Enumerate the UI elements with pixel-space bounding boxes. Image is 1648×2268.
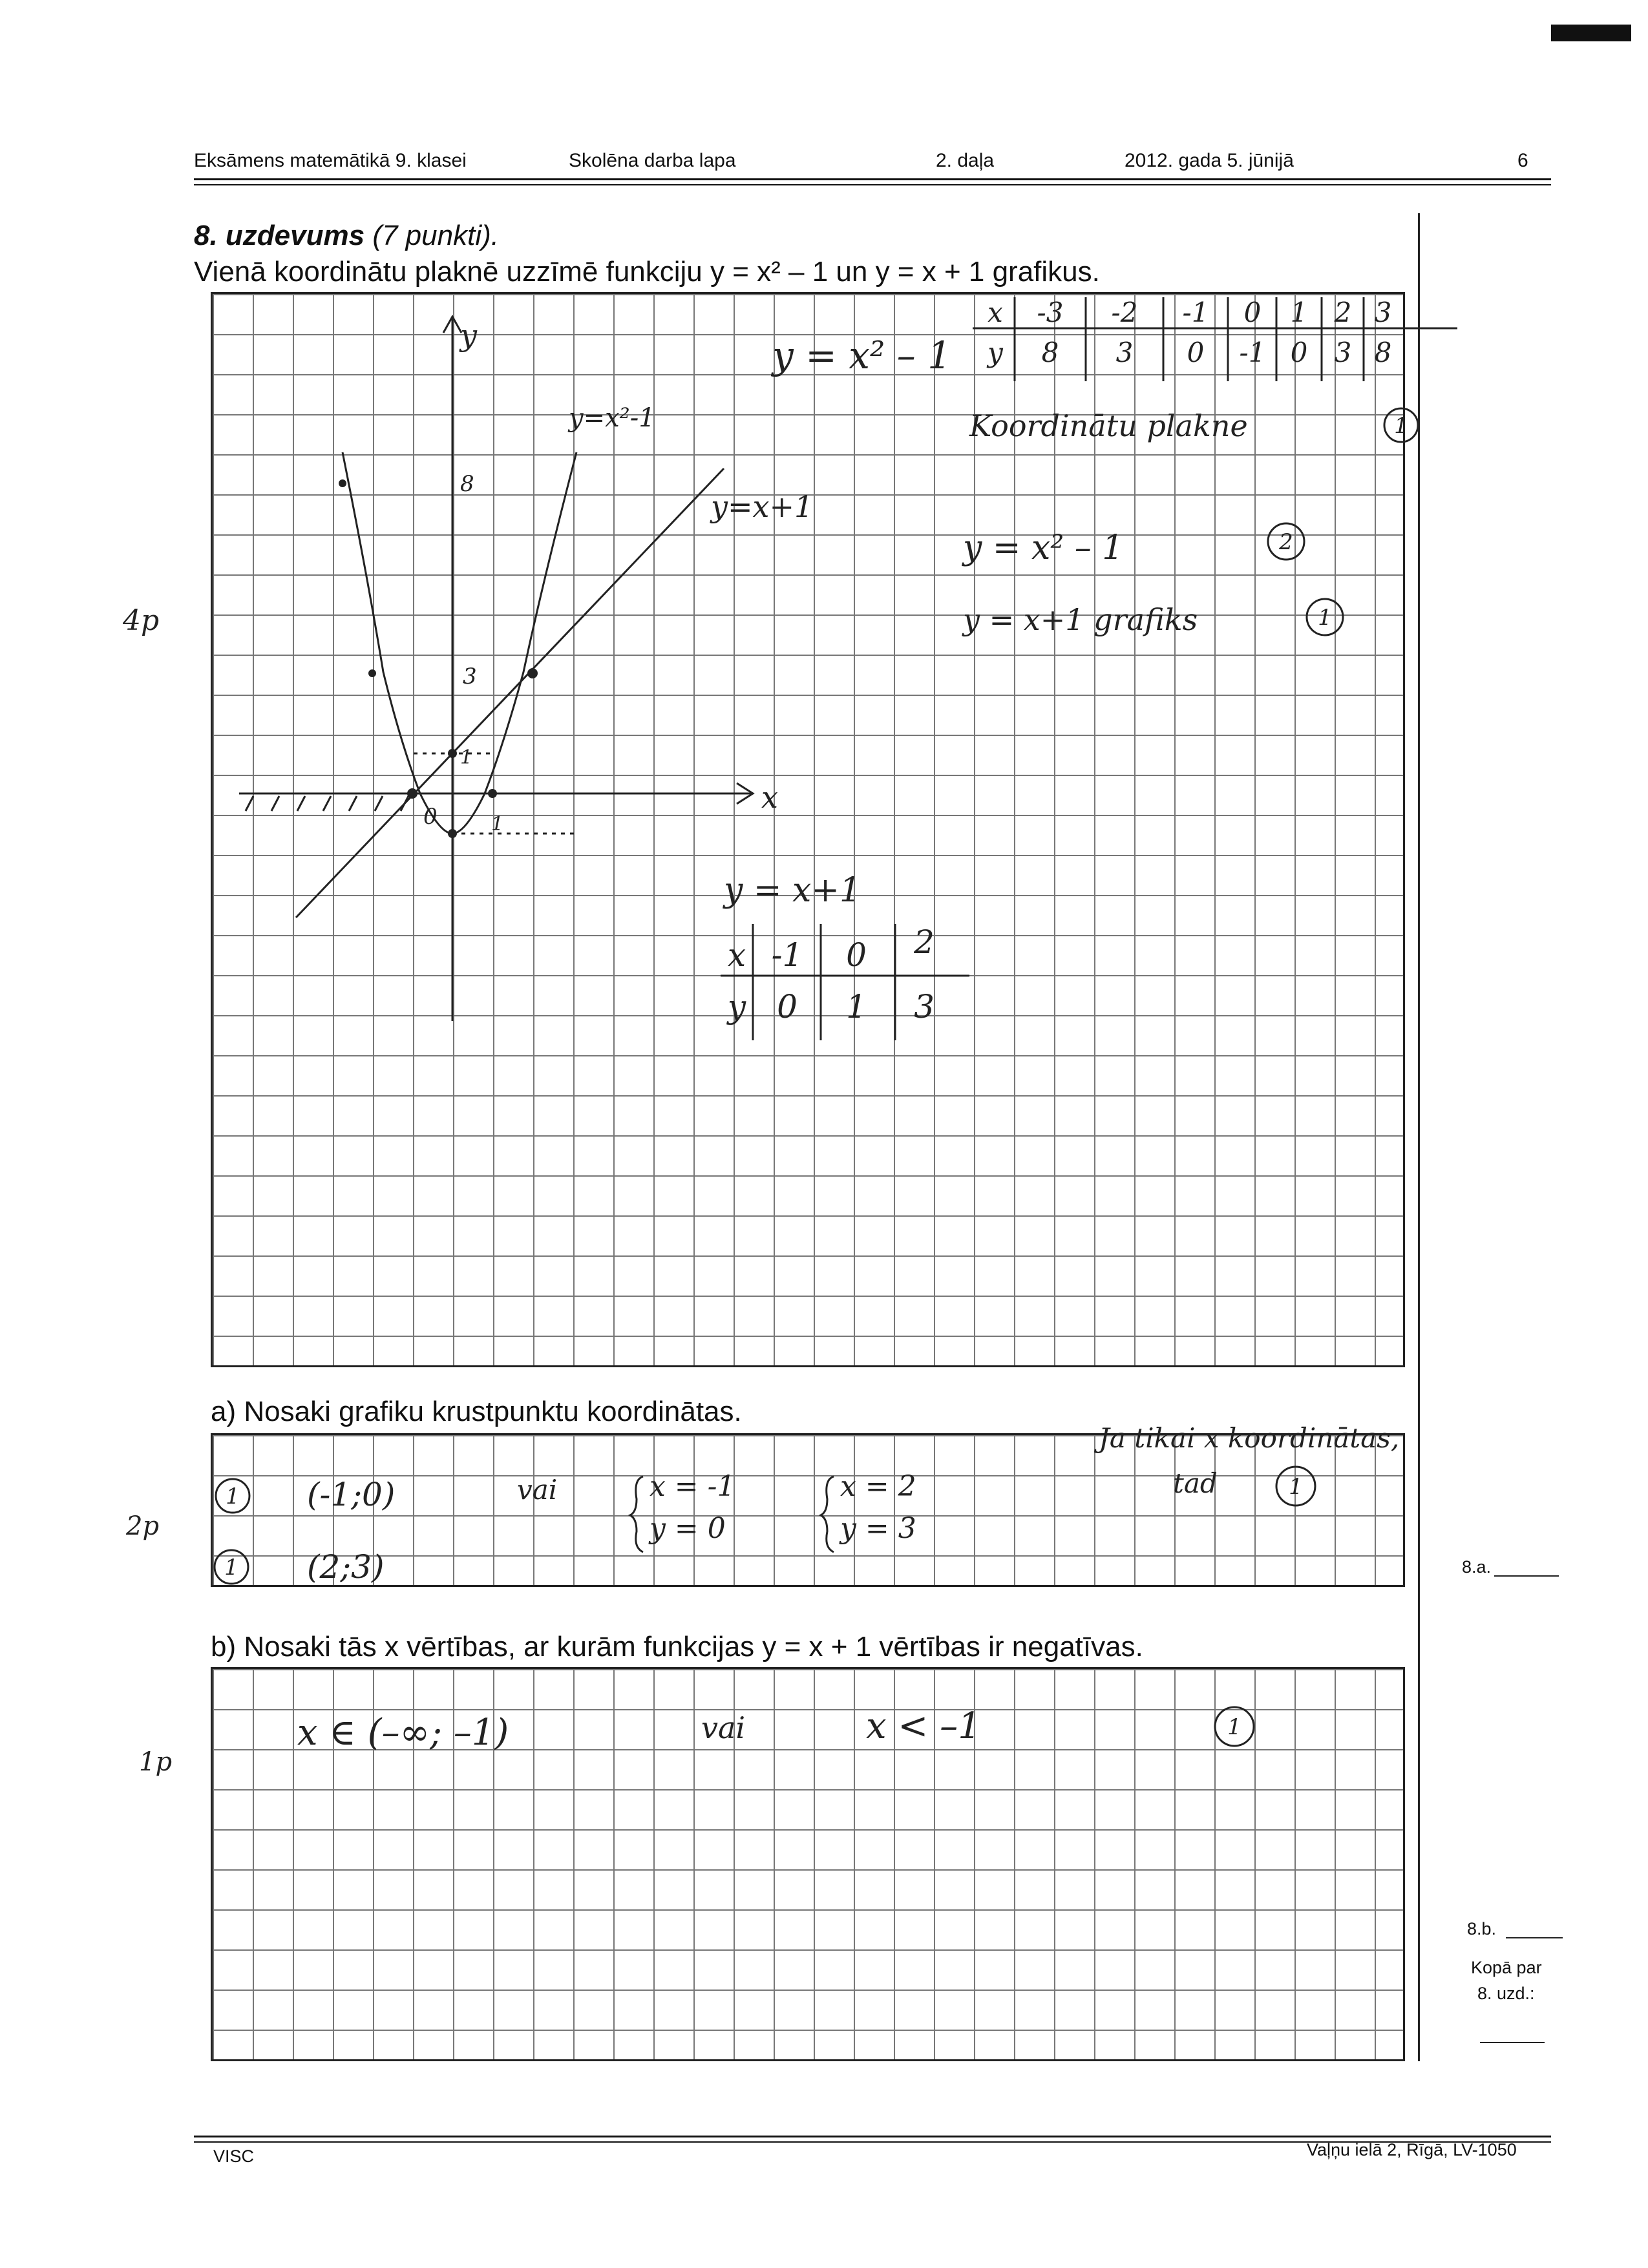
note-a1: Ja tikai x koordinātas, (1099, 1422, 1400, 1454)
axis-hatch (246, 796, 408, 811)
ans-a1: (-1;0) (307, 1476, 396, 1513)
t2-x1: -1 (771, 936, 803, 974)
point-m3-8 (339, 479, 346, 487)
part-b-question: b) Nosaki tās x vērtības, ar kurām funkcijas y = x + 1 vērtības ir negatīvas. (211, 1631, 1143, 1663)
sys2-a: x = 2 (840, 1470, 916, 1503)
t2-x2: 0 (846, 936, 867, 974)
point-0-m1 (448, 829, 457, 838)
part-a-overlay (0, 1409, 1648, 1602)
score-note: 1 (1289, 1474, 1303, 1500)
t1-x-head: x (988, 297, 1003, 328)
label-parabola: y=x²-1 (569, 403, 655, 433)
point-2-3 (527, 668, 538, 678)
t1-y1: 8 (1041, 337, 1059, 368)
footer-left: VISC (213, 2147, 255, 2166)
sys2-b: y = 3 (840, 1512, 916, 1545)
t1-y7: 8 (1374, 337, 1392, 368)
side-label-8b: 8.b. (1467, 1919, 1497, 1938)
answer-b: x ∈ (–∞; –1) (297, 1712, 509, 1754)
t1-x2: -2 (1111, 297, 1138, 328)
side-line-8a (1494, 1575, 1559, 1577)
vai-b: vai (701, 1710, 746, 1745)
line-graph (296, 468, 724, 918)
t1-x5: 1 (1290, 297, 1308, 328)
score-b: 1 (1227, 1714, 1241, 1740)
ans-a2: (2;3) (307, 1548, 385, 1586)
side-line-8b (1506, 1937, 1563, 1938)
margin-a: 2p (126, 1511, 160, 1541)
t2-y1: 0 (777, 988, 798, 1025)
score-a1: 1 (226, 1484, 240, 1509)
margin-b: 1p (139, 1747, 173, 1777)
score-1: 1 (1394, 413, 1408, 439)
header-part: 2. daļa (936, 150, 995, 171)
t2-x3: 2 (914, 923, 935, 961)
header-date: 2012. gada 5. jūnijā (1125, 150, 1294, 171)
side-label-8a: 8.a. (1462, 1557, 1492, 1577)
header-sheet: Skolēna darba lapa (569, 150, 736, 171)
vai-a: vai (517, 1474, 558, 1506)
score-3: 1 (1318, 605, 1332, 631)
task-statement: Vienā koordinātu plaknē uzzīmē funkciju y = x² – 1 un y = x + 1 grafikus. (194, 256, 1100, 288)
side-line-total (1480, 2042, 1545, 2043)
point-0-1 (448, 749, 457, 758)
t1-y3: 0 (1187, 337, 1205, 368)
tick-1x: 1 (491, 813, 504, 835)
side-total-2: 8. uzd.: (1477, 1984, 1535, 2003)
t2-y3: 3 (914, 988, 935, 1025)
task-number: 8. uzdevums (194, 220, 365, 251)
ineq-b: x < –1 (866, 1705, 981, 1747)
axis-label-y: y (460, 318, 477, 353)
sys1-a: x = -1 (650, 1470, 735, 1503)
header-page: 6 (1517, 150, 1528, 171)
tick-3: 3 (463, 664, 477, 689)
brace-1 (630, 1476, 643, 1552)
t1-y2: 3 (1115, 337, 1134, 368)
axis-label-x: x (761, 780, 778, 815)
t1-y5: 0 (1290, 337, 1308, 368)
t2-y2: 1 (846, 988, 867, 1025)
margin-total: 4p (123, 604, 160, 637)
score-2: 2 (1279, 529, 1293, 555)
part-a-question: a) Nosaki grafiku krustpunktu koordinātas. (211, 1396, 742, 1427)
point-m1-0 (407, 788, 417, 799)
tick-8: 8 (460, 471, 474, 497)
t1-x6: 2 (1334, 297, 1352, 328)
t2-x-head: x (727, 936, 746, 974)
note-line: y = x+1 grafiks (963, 602, 1198, 637)
note-plane: Koordinātu plakne (969, 408, 1248, 443)
footer-right: Vaļņu ielā 2, Rīgā, LV-1050 (1307, 2140, 1517, 2159)
t1-x3: -1 (1182, 297, 1209, 328)
note-parabola: y = x² – 1 (963, 529, 1124, 567)
brace-2 (821, 1476, 834, 1552)
label-line: y=x+1 (711, 489, 814, 524)
note-a2: tad (1173, 1467, 1218, 1499)
tick-0: 0 (423, 804, 438, 830)
score-a2: 1 (224, 1555, 238, 1580)
t1-y4: -1 (1239, 337, 1266, 368)
t1-x7: 3 (1374, 297, 1392, 328)
point-1-0 (488, 789, 497, 798)
t1-x4: 0 (1243, 297, 1262, 328)
parabola-curve (343, 452, 576, 834)
t1-y-head: y (988, 337, 1003, 368)
line-eq: y = x+1 (724, 871, 861, 910)
side-total-1: Kopā par (1471, 1958, 1542, 1977)
t2-y-head: y (727, 988, 746, 1025)
t1-y6: 3 (1334, 337, 1352, 368)
header-exam: Eksāmens matemātikā 9. klasei (194, 150, 467, 171)
parabola-eq: y = x² – 1 (772, 333, 951, 377)
t1-x1: -3 (1037, 297, 1064, 328)
part-b-overlay (0, 1667, 1648, 1796)
point-m2-3 (368, 669, 376, 677)
task-points: (7 punkti). (372, 220, 499, 251)
sys1-b: y = 0 (650, 1512, 726, 1545)
tick-1: 1 (460, 746, 473, 769)
